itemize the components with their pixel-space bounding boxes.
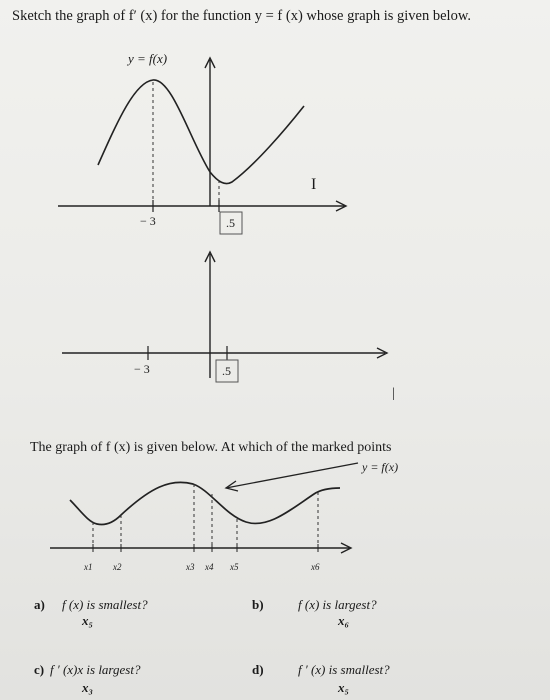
- question-d-letter: d): [252, 662, 264, 677]
- question-d-text: f ′ (x) is smallest?: [298, 662, 390, 677]
- graph1-tick-left: − 3: [140, 214, 156, 228]
- graph1-function-label: y = f(x): [128, 51, 168, 66]
- text-cursor-icon: I: [311, 176, 317, 193]
- question-a-answer: x₅: [82, 613, 94, 628]
- section2-intro: The graph of f (x) is given below. At which of the marked points: [30, 440, 392, 455]
- point-label-x4: x4: [205, 562, 214, 572]
- point-label-x2: x2: [113, 562, 122, 572]
- graph2-tick-left: − 3: [134, 362, 150, 376]
- question-b-answer: x₆: [338, 613, 350, 628]
- question-a-text: f (x) is smallest?: [62, 597, 148, 612]
- point-label-x1: x1: [84, 562, 93, 572]
- question-c-answer: x₃: [82, 680, 94, 695]
- graph3-label-arrow: [226, 463, 358, 488]
- point-label-x6: x6: [311, 562, 320, 572]
- question-a-letter: a): [34, 597, 45, 612]
- question-b-letter: b): [252, 597, 264, 612]
- question-c-text: f ′ (x)x is largest?: [50, 662, 141, 677]
- question-d-answer: x₅: [338, 680, 350, 695]
- point-label-x5: x5: [230, 562, 239, 572]
- graph1-curve: [98, 80, 304, 184]
- question-b-text: f (x) is largest?: [298, 597, 377, 612]
- graph2-tick-right: .5: [222, 364, 231, 378]
- graph1-tick-right: .5: [226, 216, 235, 230]
- question-c-letter: c): [34, 662, 45, 677]
- instruction-text: Sketch the graph of f′ (x) for the function y = f (x) whose graph is given below.: [12, 8, 471, 24]
- graph3-function-label: y = f(x): [362, 460, 399, 474]
- graph3-curve: [70, 482, 340, 524]
- stray-mark: |: [392, 386, 395, 401]
- point-label-x3: x3: [186, 562, 195, 572]
